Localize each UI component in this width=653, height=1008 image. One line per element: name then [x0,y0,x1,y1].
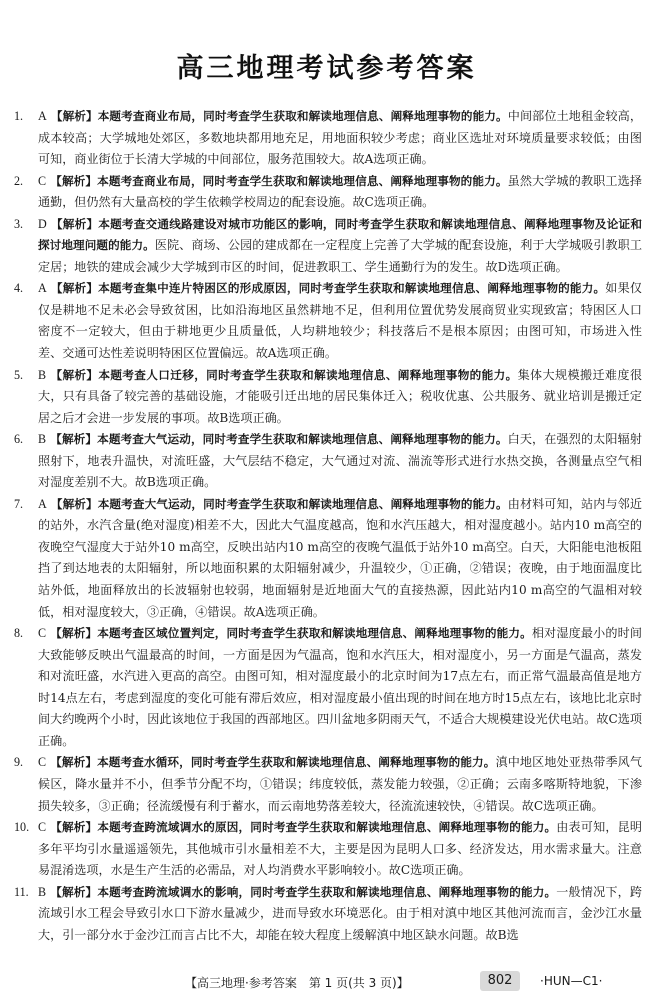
item-answer: B [38,432,47,447]
answer-item-7 [14,494,642,623]
item-number: 3. [14,216,24,231]
answer-item-10 [14,817,642,882]
item-body: 医院、商场、公园的建成都在一定程度上完善了大学城的配套设施，利于大学城吸引教职工定居；地铁的建成会减少大学城到市区的时间，促进教职工、学生通勤行为的发生。故D选项正确。 [38,238,642,274]
item-lead: 本题考查跨流域调水的影响，同时考查学生获取和解读地理信息、阐释地理事物的能力。 [97,884,557,899]
item-answer: C [38,820,47,835]
item-lead: 本题考查跨流域调水的原因，同时考查学生获取和解读地理信息、阐释地理事物的能力。 [97,820,557,835]
analysis-tag: 【解析】 [50,496,98,511]
item-body: 中间部位土地租金较高，成本较高；大学城地处郊区，多数地块都用地充足，用地面积较少考虑；商业区选址对环境质量要求较低；由图可知，商业街位于长清大学城的中间部位，服务范围较大。故A选项正确。 [38,109,642,167]
item-lead: 本题考查交通线路建设对城市功能区的影响，同时考查学生获取和解读地理信息、阐释地理事物及论证和探讨地理问题的能力。 [38,216,642,253]
footer-code-badge: 802 [480,971,520,991]
analysis-tag: 【解析】 [50,173,98,188]
page-title: 高三地理考试参考答案 [176,53,477,84]
analysis-tag: 【解析】 [50,216,99,231]
analysis-tag: 【解析】 [50,432,98,447]
item-body: 虽然大学城的教职工选择通勤，但仍然有大量高校的学生依赖学校周边的配套设施。故C选项正确。 [38,173,642,210]
item-number: 10. [14,820,30,835]
analysis-tag: 【解析】 [50,884,98,899]
analysis-tag: 【解析】 [50,281,99,296]
item-body: 由表可知，昆明多年平均引水量遥遥领先，其他城市引水量相差不大，主要是因为昆明人口多、经济发达，用水需求量大。注意易混淆选项，水是生产生活的必需品，对人均消费水平影响较小。故C选项正确。 [38,820,642,878]
item-body: 白天，在强烈的太阳辐射照射下，地表升温快，对流旺盛，大气层结不稳定，大气通过对流、湍流等形式进行水热交换，各测量点空气相对湿度差别不大。故B选项正确。 [38,432,642,490]
item-lead: 本题考查人口迁移，同时考查学生获取和解读地理信息、阐释地理事物的能力。 [98,367,518,382]
answer-item-1 [14,106,642,171]
analysis-tag: 【解析】 [50,626,98,641]
answer-item-3 [14,214,642,279]
item-number: 8. [14,626,24,641]
item-lead: 本题考查大气运动，同时考查学生获取和解读地理信息、阐释地理事物的能力。 [97,496,508,511]
item-lead: 本题考查集中连片特困区的形成原因，同时考查学生获取和解读地理信息、阐释地理事物的能力。 [98,281,606,296]
item-number: 1. [14,109,24,123]
answer-item-11 [14,882,642,947]
item-number: 2. [14,173,24,188]
item-body: 集体大规模搬迁难度很大，只有具备了较完善的基础设施，才能吸引迁出地的居民集体迁入；税收优惠、公共服务、就业培训是搬迁定居之后才会进一步发展的事项。故B选项正确。 [38,367,642,425]
analysis-tag: 【解析】 [50,367,99,382]
item-body: 如果仅仅是耕地不足未必会导致贫困，比如沿海地区虽然耕地不足，但利用位置优势发展商贸业实现致富；特困区人口密度不一定较大，但由于耕地更少且质量低，人均耕地较少；科技落后不是根本原因；由图可知，市场进入性差、交通可达性差说明特困区位置偏远。故A选项正确。 [38,281,642,361]
answer-item-8 [14,623,642,752]
answer-list [14,106,642,946]
item-lead: 本题考查水循环，同时考查学生获取和解读地理信息、阐释地理事物的能力。 [97,755,496,770]
item-number: 7. [14,496,24,511]
item-answer: A [38,496,47,511]
item-answer: C [38,755,47,770]
item-answer: C [38,626,47,641]
item-lead: 本题考查区域位置判定，同时考查学生获取和解读地理信息、阐释地理事物的能力。 [97,626,532,641]
item-number: 6. [14,432,24,447]
item-answer: A [38,109,47,123]
item-number: 4. [14,281,24,296]
analysis-tag: 【解析】 [50,109,98,123]
item-answer: C [38,173,47,188]
analysis-tag: 【解析】 [50,755,98,770]
analysis-tag: 【解析】 [50,820,98,835]
item-answer: B [38,367,47,382]
item-number: 11. [14,884,29,899]
item-answer: D [38,216,47,231]
item-answer: A [38,281,47,296]
item-body: 由材料可知，站内与邻近的站外，水汽含量(绝对湿度)相差不大，因此大气温度越高，饱和水汽压越大，相对湿度越小。站内10 m高空的夜晚空气湿度大于站外10 m高空，反映出站内10 m高空的夜晚气温低于站外10 m高空。白天，大阳能电池板阻挡了到达地表的太阳辐射，所以地面积累的太阳辐射减少，升温较少，①正确，②错误；夜晚，由于地面温度比站外低，地面释放出的长波辐射也较弱，地面辐射是近地面大气的直接热源，因此站内10 m高空的气温相对较低，相对湿度较大，③正确，④错误。故A选项正确。 [38,496,642,619]
item-body: 相对湿度最小的时间大致能够反映出气温最高的时间，一方面是因为气温高，饱和水汽压大，相对湿度小，另一方面是气温高，蒸发和对流旺盛，水汽进入更高的高空。由图可知，相对湿度最小的北京时间为17点左右，而正常气温最高值是地方时14点左右，考虑到湿度的变化可能有滞后效应，相对湿度最小值出现的时间在地方时15点左右，该地比北京时间大约晚两个小时，因此该地位于我国的西部地区。四川盆地多阴雨天气，不适合大规模建设光伏电站。故C选项正确。 [38,626,642,748]
item-body: 滇中地区地处亚热带季风气候区，降水量并不小，但季节分配不均，①错误；纬度较低，蒸发能力较强，②正确；云南多喀斯特地貌，下渗损失较多，③正确；径流缓慢有利于蓄水，而云南地势落差较大，径流流速较快，④错误。故C选项正确。 [38,755,642,813]
answer-item-9 [14,752,642,817]
item-number: 5. [14,367,24,382]
answer-item-2 [14,171,642,214]
answer-item-6 [14,429,642,494]
item-answer: B [38,884,47,899]
footer-series: ·HUN—C1· [540,974,603,988]
item-lead: 本题考查商业布局，同时考查学生获取和解读地理信息、阐释地理事物的能力。 [97,173,508,188]
footer-label: 【高三地理·参考答案 第 1 页(共 3 页)】 [185,976,409,990]
answer-item-5 [14,365,642,430]
item-number: 9. [14,755,24,770]
item-lead: 本题考查商业布局，同时考查学生获取和解读地理信息、阐释地理事物的能力。 [97,109,508,123]
item-body: 一般情况下，跨流域引水工程会导致引水口下游水量减少，进而导致水环境恶化。由于相对滇中地区其他河流而言，金沙江水量大，引一部分水于金沙江而言占比不大，却能在较大程度上缓解滇中地区缺水问题。故B选 [38,884,642,942]
answer-item-4 [14,278,642,364]
item-lead: 本题考查大气运动，同时考查学生获取和解读地理信息、阐释地理事物的能力。 [97,432,508,447]
